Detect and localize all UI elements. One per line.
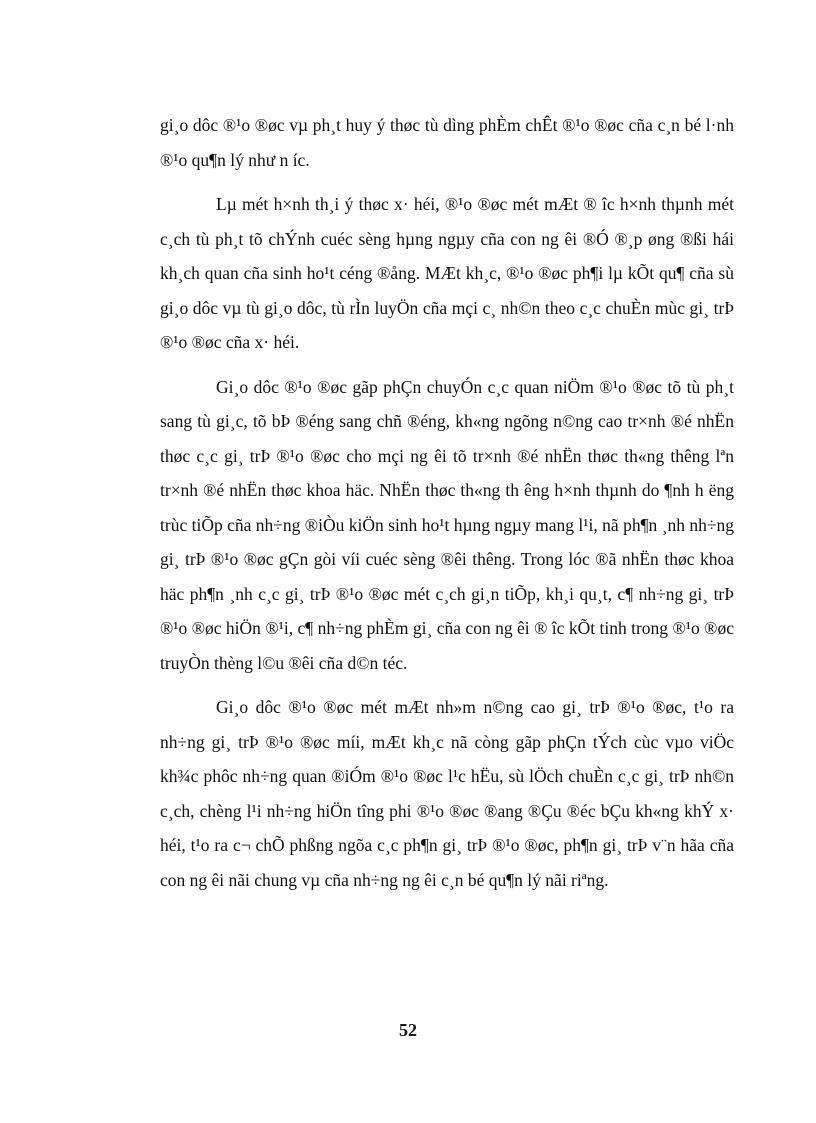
paragraph-1: gi¸o dôc ®¹o ®øc vµ ph¸t huy ý thøc tù dìng phÈm chÊt ®¹o ®øc cña c¸n bé l·nh ®¹o qu¶n lý như n íc.: [160, 115, 734, 170]
body-text: [160, 108, 734, 907]
paragraph-3: Gi¸o dôc ®¹o ®øc gãp phÇn chuyÓn c¸c quan niÖm ®¹o ®øc tõ tù ph¸t sang tù gi¸c, tõ bÞ ®éng sang chñ ®éng, kh«ng ngõng n©ng cao tr×nh ®é nhËn thøc c¸c gi¸ trÞ ®¹o ®øc cho mçi ng êi tõ tr×nh ®é nhËn thøc th«ng thêng lªn tr×nh ®é nhËn thøc khoa häc. NhËn thøc th«ng th êng h×nh thµnh do ¶nh h ëng trùc tiÕp cña nh÷ng ®iÒu kiÖn sinh ho¹t hµng ngµy mang l¹i, nã ph¶n ¸nh nh÷ng gi¸ trÞ ®¹o ®øc gÇn gòi víi cuéc sèng ®êi thêng. Trong lóc ®ã nhËn thøc khoa häc ph¶n ¸nh c¸c gi¸ trÞ ®¹o ®øc mét c¸ch gi¸n tiÕp, kh¸i qu¸t, c¶ nh÷ng gi¸ trÞ ®¹o ®øc hiÖn ®¹i, c¶ nh÷ng phÈm gi¸ cña con ng êi ® îc kÕt tinh trong ®¹o ®øc truyÒn thèng l©u ®êi cña d©n téc.: [160, 376, 734, 673]
page-number: 52: [399, 1020, 417, 1040]
paragraph-4: Gi¸o dôc ®¹o ®øc mét mÆt nh»m n©ng cao gi¸ trÞ ®¹o ®øc, t¹o ra nh÷ng gi¸ trÞ ®¹o ®øc míi, mÆt kh¸c nã còng gãp phÇn tÝch cùc vµo viÖc kh¾c phôc nh÷ng quan ®iÓm ®¹o ®øc l¹c hËu, sù lÖch chuÈn c¸c gi¸ trÞ nh©n c¸ch, chèng l¹i nh÷ng hiÖn tîng phi ®¹o ®øc ®ang ®Çu ®éc bÇu kh«ng khÝ x· héi, t¹o ra c¬ chÕ phßng ngõa c¸c ph¶n gi¸ trÞ ®¹o ®øc, ph¶n gi¸ trÞ v¨n hãa cña con ng êi nãi chung vµ cña nh÷ng ng êi c¸n bé qu¶n lý nãi riªng.: [160, 697, 734, 890]
paragraph-2: Lµ mét h×nh th¸i ý thøc x· héi, ®¹o ®øc mét mÆt ® îc h×nh thµnh mét c¸ch tù ph¸t tõ chÝnh cuéc sèng hµng ngµy cña con ng êi ®Ó ®¸p øng ®ßi hái kh¸ch quan cña sinh ho¹t céng ®ång. MÆt kh¸c, ®¹o ®øc ph¶i lµ kÕt qu¶ cña sù gi¸o dôc vµ tù gi¸o dôc, tù rÌn luyÖn cña mçi c¸ nh©n theo c¸c chuÈn mùc gi¸ trÞ ®¹o ®øc cña x· héi.: [160, 194, 734, 352]
